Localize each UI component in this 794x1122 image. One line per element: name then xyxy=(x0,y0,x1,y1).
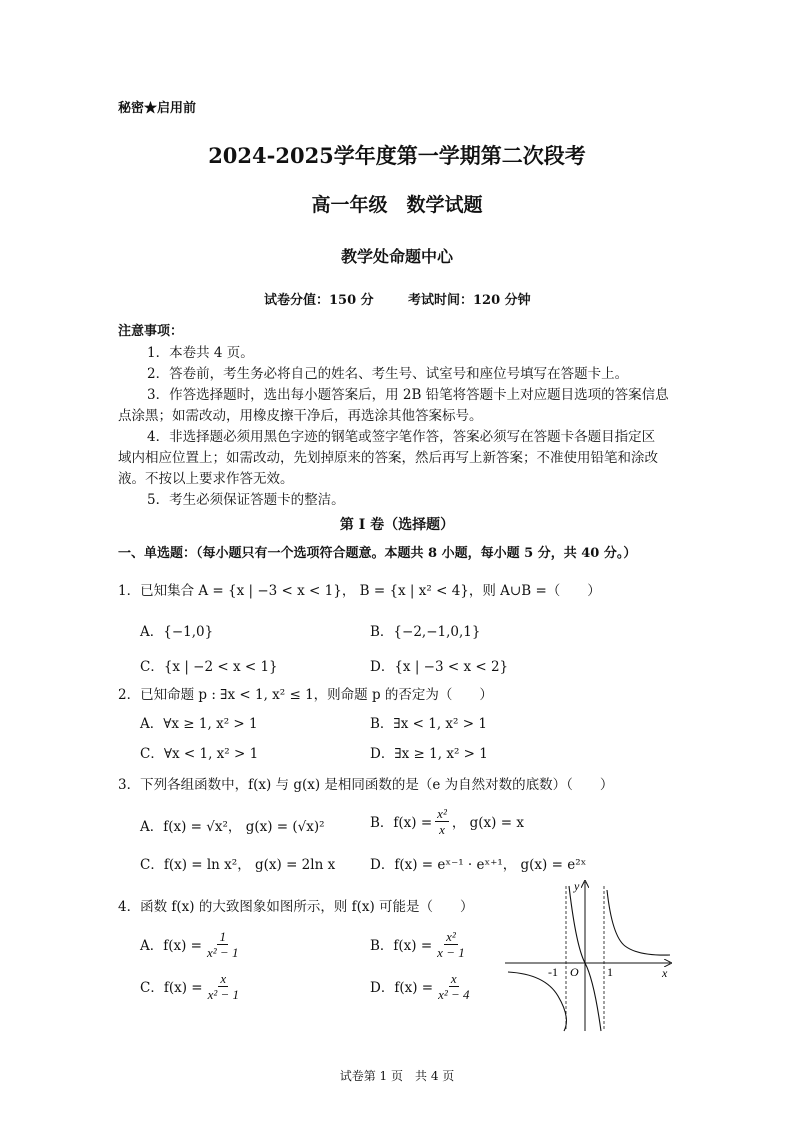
question-3-stem: 3．下列各组函数中，f(x) 与 g(x) 是相同函数的是（e 为自然对数的底数）（ ） xyxy=(118,777,614,793)
tick-label-neg-one: -1 xyxy=(548,965,558,979)
numerator: x² xyxy=(437,805,447,821)
curve-right-branch xyxy=(607,890,670,955)
q3-option-c: C．f(x) = ln x²， g(x) = 2ln x xyxy=(140,857,336,873)
denominator: x xyxy=(439,821,445,837)
q3-option-b-label: B．f(x) = xyxy=(370,815,433,831)
note-line: 2．答卷前，考生务必将自己的姓名、考生号、试室号和座位号填写在答题卡上。 xyxy=(147,366,629,382)
q4-option-b xyxy=(370,926,467,962)
origin-label: O xyxy=(570,965,579,979)
question-4-stem: 4．函数 f(x) 的大致图象如图所示，则 f(x) 可能是（ ） xyxy=(118,899,474,915)
curve-left-branch xyxy=(508,972,566,1031)
exam-title: 2024-2025学年度第一学期第二次段考 xyxy=(208,143,586,168)
fraction xyxy=(435,929,467,960)
fraction xyxy=(206,971,241,1002)
note-line: 点涂黑；如需改动，用橡皮擦干净后，再选涂其他答案标号。 xyxy=(118,408,483,424)
fraction xyxy=(435,806,449,837)
x-axis-label: x xyxy=(662,966,668,980)
fraction xyxy=(205,929,240,960)
numerator: x xyxy=(450,970,457,986)
q4-option-b-label: B．f(x) = xyxy=(370,938,433,954)
issuing-center: 教学处命题中心 xyxy=(340,247,453,266)
q3-option-b xyxy=(370,803,524,839)
question-1-stem: 1．已知集合 A = {x | −3 < x < 1}， B = {x | x² < 4}，则 A∪B =（ ） xyxy=(118,583,601,599)
confidential-mark: 秘密★启用前 xyxy=(118,101,197,116)
note-line: 4．非选择题必须用黑色字迹的钢笔或签字笔作答，答案必须写在答题卡各题目指定区 xyxy=(147,429,656,445)
q4-option-d xyxy=(370,968,472,1004)
q4-option-d-label: D．f(x) = xyxy=(370,980,434,996)
note-line: 5．考生必须保证答题卡的整洁。 xyxy=(147,492,345,508)
denominator: x − 1 xyxy=(437,944,465,960)
q3-option-a: A．f(x) = √x²， g(x) = (√x)² xyxy=(140,819,325,835)
q1-option-a: A．{−1,0} xyxy=(140,624,214,640)
q1-option-d: D．{x | −3 < x < 2} xyxy=(370,659,509,675)
numerator: 1 xyxy=(219,928,226,944)
note-line: 液。不按以上要求作答无效。 xyxy=(118,471,294,487)
numerator: x² xyxy=(446,928,456,944)
q1-option-b: B．{−2,−1,0,1} xyxy=(370,624,481,640)
denominator: x² − 1 xyxy=(207,986,240,1002)
part1-title: 第 I 卷（选择题） xyxy=(339,517,455,533)
q3-option-b-tail: ， g(x) = x xyxy=(451,815,524,831)
q2-option-c: C．∀x < 1, x² > 1 xyxy=(140,746,259,762)
exam-time: 考试时间：120 分钟 xyxy=(408,293,531,308)
fraction xyxy=(436,971,471,1002)
q1-option-c: C．{x | −2 < x < 1} xyxy=(140,659,278,675)
section-heading: 一、单选题：（每小题只有一个选项符合题意。本题共 8 小题，每小题 5 分，共 40 分。） xyxy=(118,546,637,561)
denominator: x² − 4 xyxy=(438,986,470,1002)
q4-option-c-label: C．f(x) = xyxy=(140,980,203,996)
numerator: x xyxy=(220,970,227,986)
q2-option-b: B．∃x < 1, x² > 1 xyxy=(370,716,487,732)
q2-option-a: A．∀x ≥ 1, x² > 1 xyxy=(140,716,258,732)
q2-option-d: D．∃x ≥ 1, x² > 1 xyxy=(370,746,488,762)
notes-heading: 注意事项： xyxy=(118,324,184,339)
q4-option-c xyxy=(140,968,241,1004)
denominator: x² − 1 xyxy=(207,944,239,960)
note-line: 域内相应位置上；如需改动，先划掉原来的答案，然后再写上新答案；不准使用铅笔和涂改 xyxy=(118,450,658,466)
y-axis-label: y xyxy=(574,879,580,893)
q4-option-a-label: A．f(x) = xyxy=(140,938,202,954)
exam-score: 试卷分值：150 分 xyxy=(264,293,374,308)
q3-option-d: D．f(x) = eˣ⁻¹ · eˣ⁺¹， g(x) = e²ˣ xyxy=(370,857,587,873)
note-line: 1．本卷共 4 页。 xyxy=(147,345,254,361)
question-2-stem: 2．已知命题 p : ∃x < 1, x² ≤ 1，则命题 p 的否定为（ ） xyxy=(118,687,493,703)
q4-function-graph xyxy=(500,876,680,1036)
q4-option-a xyxy=(140,926,240,962)
tick-label-one: 1 xyxy=(607,965,613,979)
note-line: 3．作答选择题时，选出每小题答案后，用 2B 铅笔将答题卡上对应题目选项的答案信息 xyxy=(147,387,669,403)
page-footer: 试卷第 1 页 共 4 页 xyxy=(339,1069,455,1083)
exam-subtitle: 高一年级 数学试题 xyxy=(311,194,483,216)
